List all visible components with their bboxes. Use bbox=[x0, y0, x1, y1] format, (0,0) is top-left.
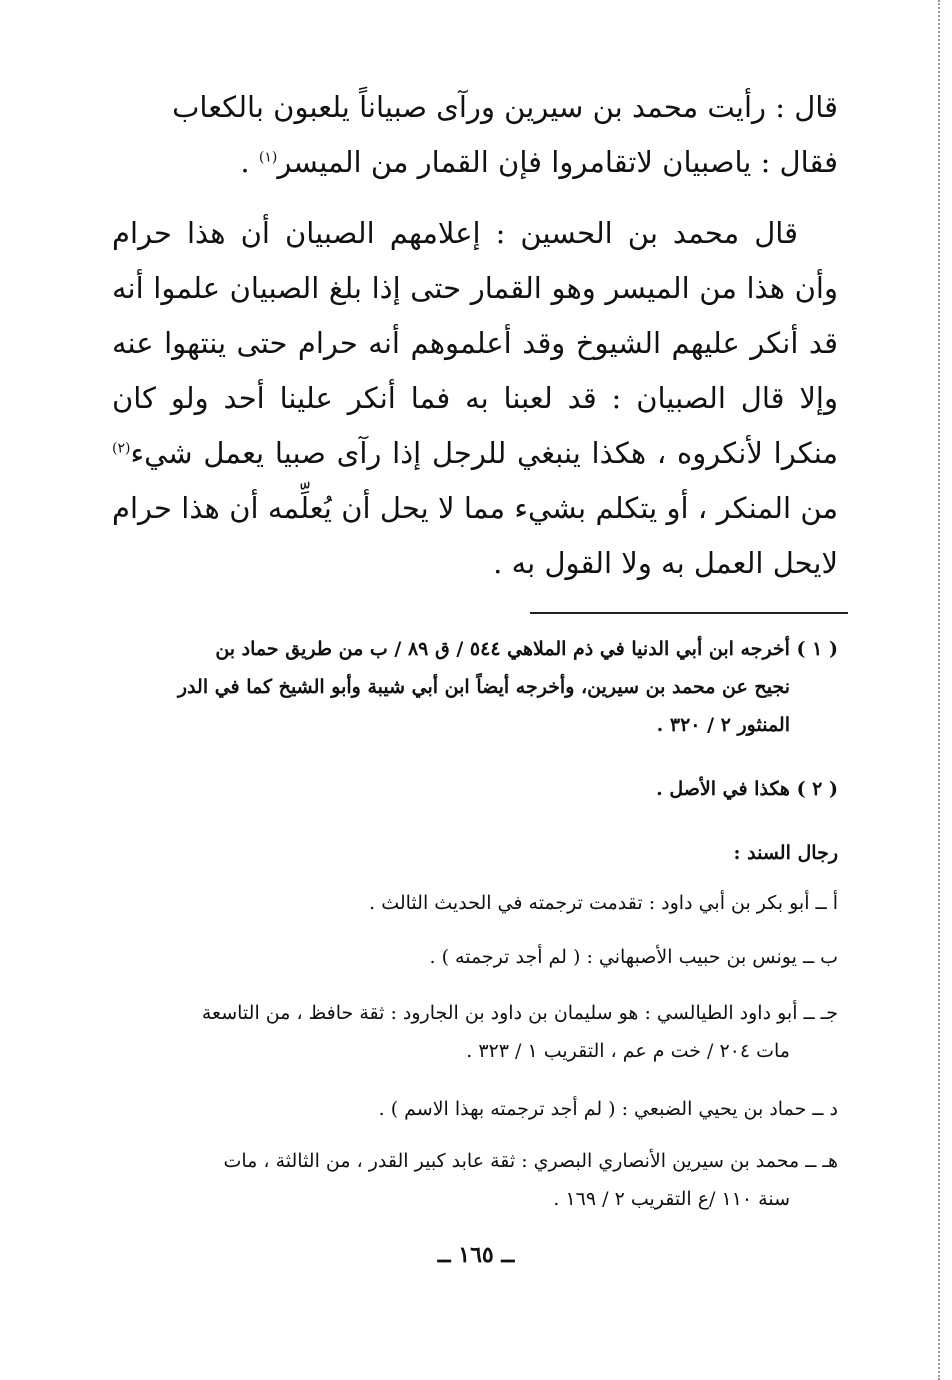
sanad-item-j bbox=[112, 994, 838, 1070]
footnote-marker-1: (١) bbox=[258, 149, 278, 166]
paragraph-2 bbox=[112, 206, 838, 591]
paragraph-1-line-2: فقال : ياصبيان لاتقامروا فإن القمار من الميسر bbox=[277, 145, 838, 179]
footnote-1-line-3: المنثور ٢ / ٣٢٠ . bbox=[656, 714, 790, 736]
page-edge-dotted-line bbox=[938, 0, 940, 1380]
paragraph-1-line-1: قال : رأيت محمد بن سيرين ورآى صبياناً يلعبون بالكعاب bbox=[172, 90, 838, 124]
sanad-item-b: ب ــ يونس بن حبيب الأصبهاني : ( لم أجد ترجمته ) . bbox=[429, 946, 838, 968]
sanad-item-j-line-2: مات ٢٠٤ / خت م عم ، التقريب ١ / ٣٢٣ . bbox=[466, 1040, 790, 1062]
paragraph-1-line-2-end: . bbox=[240, 145, 259, 179]
footnote-1 bbox=[112, 630, 838, 744]
sanad-item-a: أ ــ أبو بكر بن أبي داود : تقدمت ترجمته في الحديث الثالث . bbox=[369, 892, 838, 914]
footnote-2: ( ٢ ) هكذا في الأصل . bbox=[656, 778, 838, 800]
footnote-marker-2: (٢) bbox=[112, 440, 131, 457]
footnote-1-line-2: نجيح عن محمد بن سيرين، وأخرجه أيضاً ابن أبي شيبة وأبو الشيخ كما في الدر bbox=[177, 676, 790, 698]
sanad-item-h-line-2: سنة ١١٠ /ع التقريب ٢ / ١٦٩ . bbox=[553, 1188, 790, 1210]
page-number: ــ ١٦٥ ــ bbox=[437, 1242, 515, 1268]
sanad-item-h bbox=[112, 1142, 838, 1218]
sanad-item-h-line-1: هـ ــ محمد بن سيرين الأنصاري البصري : ثقة عابد كبير القدر ، من الثالثة ، مات bbox=[223, 1150, 838, 1172]
sanad-heading: رجال السند : bbox=[733, 842, 838, 864]
paragraph-2-text-a: قال محمد بن الحسين : إعلامهم الصبيان أن هذا حرام وأن هذا من الميسر وهو القمار حتى إذا بلغ الصبيان علموا أنه قد أنكر عليهم الشيوخ وقد أعلموهم أنه حرام حتى ينتهوا عنه وإلا قال الصبيان : قد لعبنا به فما أنكر علينا أحد ولو كان منكرا لأنكروه ، هكذا ينبغي للرجل إذا رآى صبيا يعمل شيء bbox=[112, 216, 838, 470]
footnote-separator-rule bbox=[530, 612, 848, 614]
paragraph-1 bbox=[112, 80, 838, 190]
sanad-item-d: د ــ حماد بن يحيي الضبعي : ( لم أجد ترجمته بهذا الاسم ) . bbox=[378, 1098, 838, 1120]
footnote-1-line-1: ( ١ ) أخرجه ابن أبي الدنيا في ذم الملاهي ٥٤٤ / ق ٨٩ / ب من طريق حماد بن bbox=[215, 638, 838, 660]
paragraph-2-text-b: من المنكر ، أو يتكلم بشيء مما لا يحل أن يُعلِّمه أن هذا حرام لايحل العمل به ولا القول به . bbox=[112, 491, 838, 580]
sanad-item-j-line-1: جـ ــ أبو داود الطيالسي : هو سليمان بن داود بن الجارود : ثقة حافظ ، من التاسعة bbox=[201, 1002, 838, 1024]
